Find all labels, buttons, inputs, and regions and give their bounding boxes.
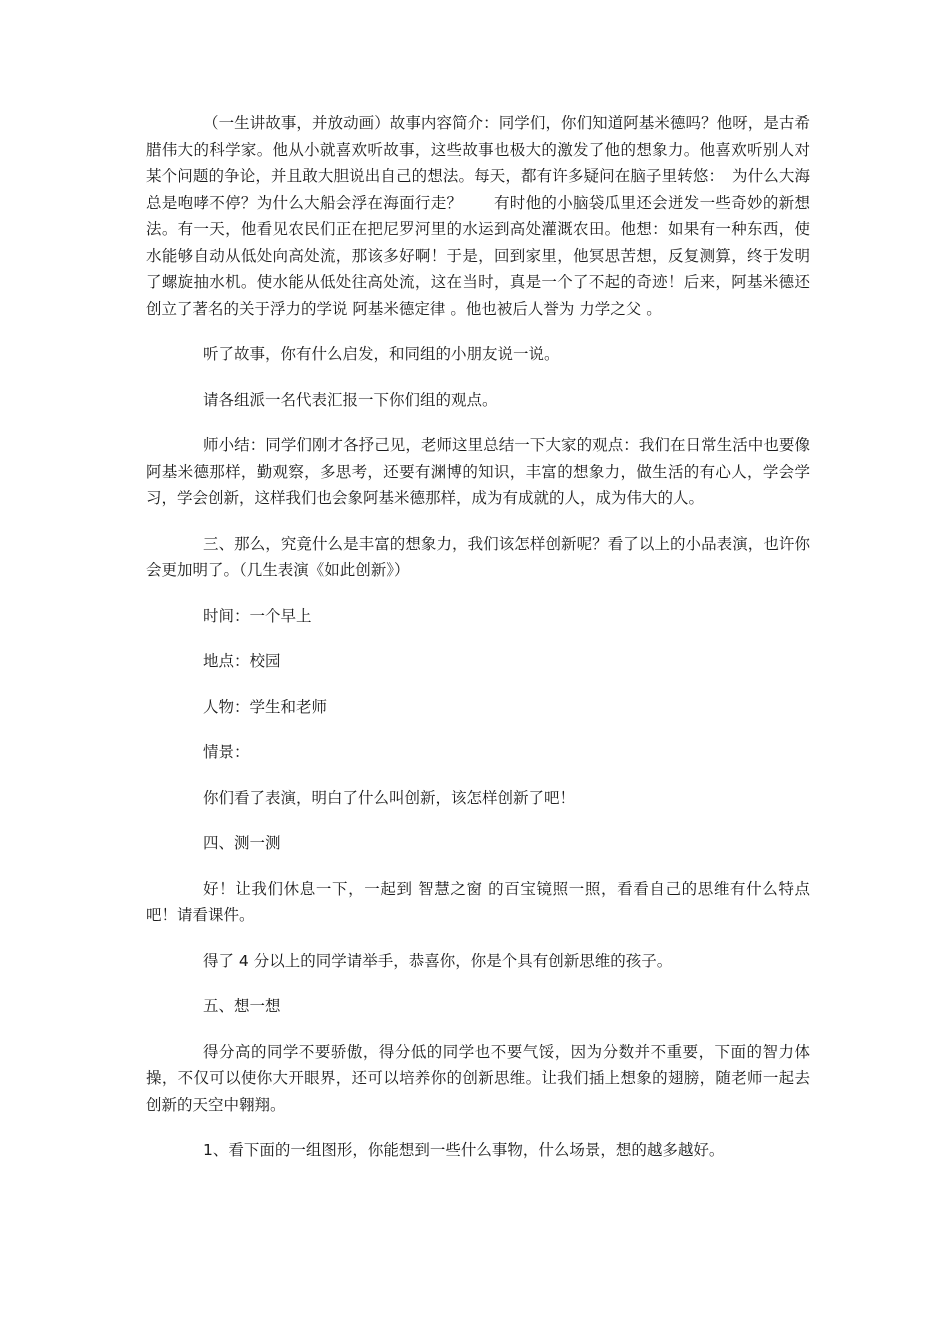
exercise-one: 1、看下面的一组图形，你能想到一些什么事物，什么场景，想的越多越好。: [203, 1141, 725, 1159]
skit-place: 地点：校园: [203, 652, 281, 670]
skit-reflection: 你们看了表演，明白了什么叫创新，该怎样创新了吧！: [203, 788, 576, 807]
discussion-prompt: 听了故事，你有什么启发，和同组的小朋友说一说。: [203, 345, 560, 363]
section-three-heading: 三、那么，究竟什么是丰富的想象力，我们该怎样创新呢？看了以上的小品表演，也许你会更加明了。（几生表演《如此创新》）: [146, 534, 810, 579]
skit-scene: 情景：: [203, 743, 250, 761]
section-five-heading: 五、想一想: [203, 997, 281, 1015]
group-report-prompt: 请各组派一名代表汇报一下你们组的观点。: [203, 390, 498, 409]
skit-time: 时间：一个早上: [203, 606, 312, 625]
section-four-heading: 四、测一测: [203, 834, 281, 852]
story-paragraph: （一生讲故事，并放动画）故事内容简介：同学们，你们知道阿基米德吗？他呀，是古希腊伟大的科学家。他从小就喜欢听故事，这些故事也极大的激发了他的想象力。他喜欢听别人对某个问题的争论，并且敢大胆说出自己的想法。每天，都有许多疑问在脑子里转悠： 为什么大海总是咆哮不停？为什么大船会浮在海面行走？ 有时他的小脑袋瓜里还会迸发一些奇妙的新想法。有一天，他看见农民们正在把尼罗河里的水运到高处灌溉农田。他想：如果有一种东西，使水能够自动从低处向高处流，那该多好啊！于是，回到家里，他冥思苦想，反复测算，终于发明了螺旋抽水机。使水能从低处往高处流，这在当时，真是一个了不起的奇迹！后来，阿基米德还创立了著名的关于浮力的学说 阿基米德定律 。他也被后人誉为 力学之父 。: [146, 114, 810, 318]
thinking-exercise-intro: 得分高的同学不要骄傲，得分低的同学也不要气馁，因为分数并不重要，下面的智力体操，不仅可以使你大开眼界，还可以培养你的创新思维。让我们插上想象的翅膀，随老师一起去创新的天空中翱翔。: [146, 1042, 810, 1114]
document-page: [146, 110, 810, 1164]
quiz-intro: 好！让我们休息一下，一起到 智慧之窗 的百宝镜照一照，看看自己的思维有什么特点吧！请看课件。: [146, 879, 810, 924]
skit-characters: 人物：学生和老师: [203, 697, 328, 716]
teacher-summary: 师小结：同学们刚才各抒己见，老师这里总结一下大家的观点：我们在日常生活中也要像阿基米德那样，勤观察，多思考，还要有渊博的知识，丰富的想象力，做生活的有心人，学会学习，学会创新，这样我们也会象阿基米德那样，成为有成就的人，成为伟大的人。: [146, 436, 810, 507]
quiz-result: 得了 4 分以上的同学请举手，恭喜你，你是个具有创新思维的孩子。: [203, 951, 673, 970]
